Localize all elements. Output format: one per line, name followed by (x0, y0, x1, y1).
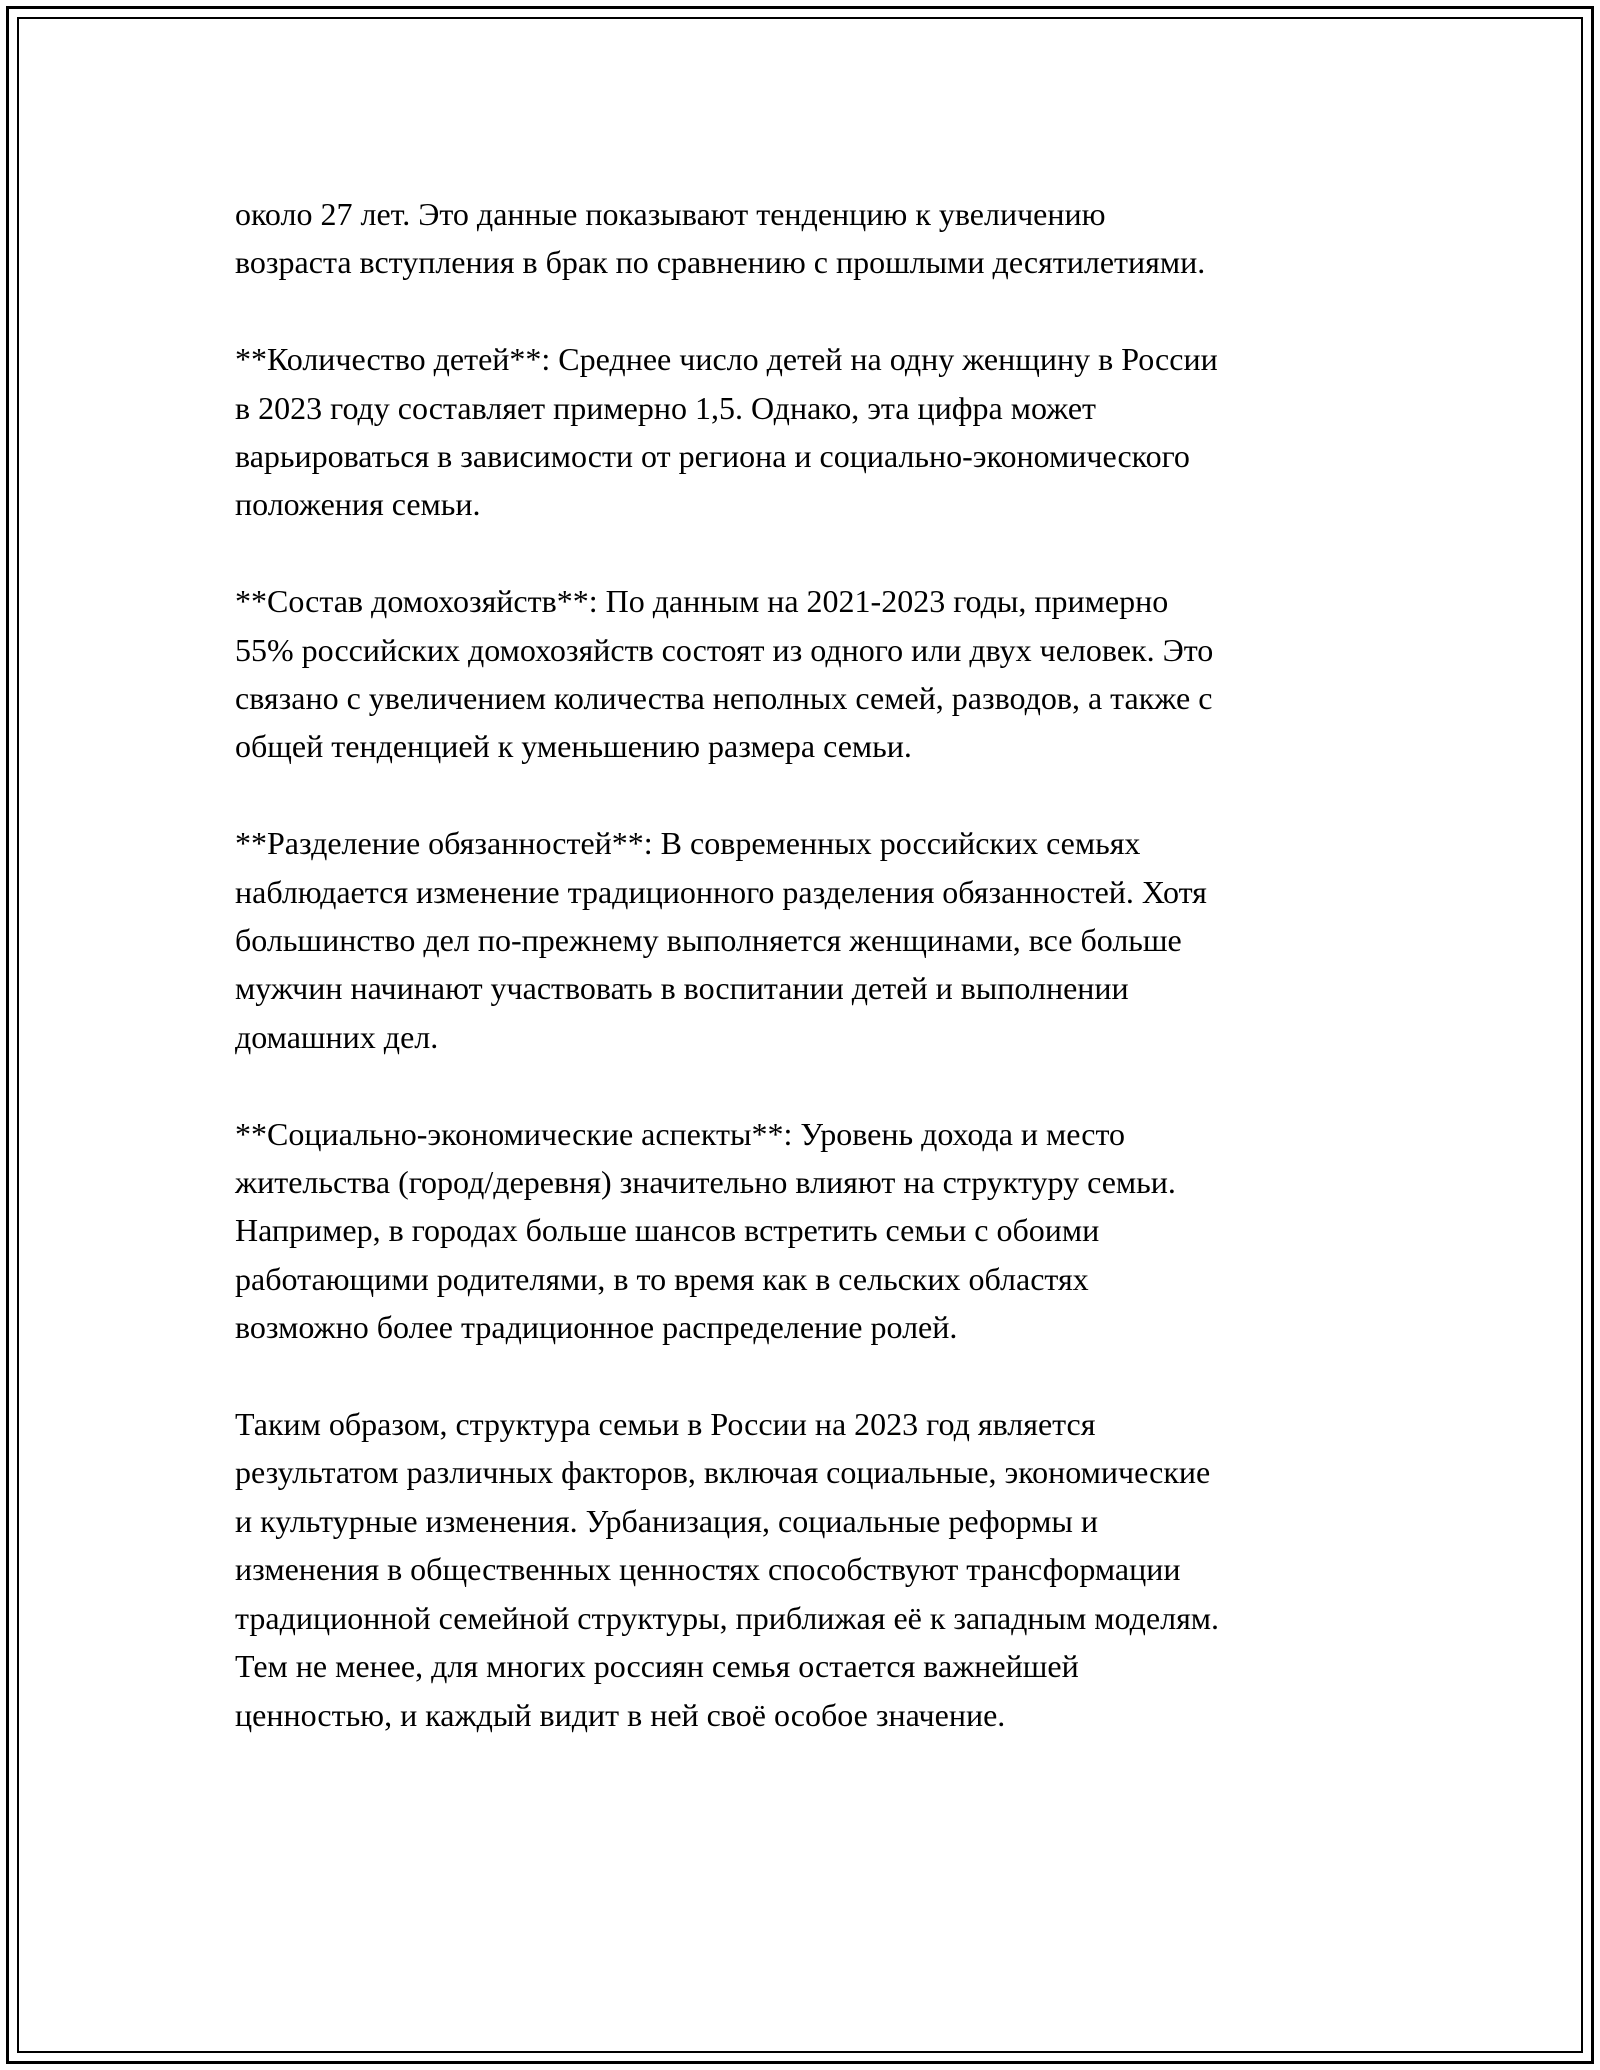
paragraph-marriage-age: около 27 лет. Это данные показывают тенденцию к увеличению возраста вступления в брак по сравнению с прошлыми десятилетиями. (235, 196, 1206, 281)
paragraph-conclusion: Таким образом, структура семьи в России на 2023 год является результатом различных факторов, включая социальные, экономические и культурные изменения. Урбанизация, социальные реформы и изменения в общественных ценностях способствуют трансформации традиционной семейной структуры, приближая её к западным моделям. Тем не менее, для многих россиян семья остается важнейшей ценностью, и каждый видит в ней своё особое значение. (235, 1406, 1220, 1733)
paragraph-socioeconomic-aspects: **Социально-экономические аспекты**: Уровень дохода и место жительства (город/деревня) значительно влияют на структуру семьи. Например, в городах больше шансов встретить семьи с обоими работающими родителями, в то время как в сельских областях возможно более традиционное распределение ролей. (235, 1115, 1176, 1346)
paragraph-division-of-duties: **Разделение обязанностей**: В современных российских семьях наблюдается изменение традиционного разделения обязанностей. Хотя большинство дел по-прежнему выполняется женщинами, все больше мужчин начинают участвовать в воспитании детей и выполнении домашних дел. (235, 825, 1207, 1055)
paragraph-number-of-children: **Количество детей**: Среднее число детей на одну женщину в России в 2023 году составляет примерно 1,5. Однако, эта цифра может варьироваться в зависимости от региона и социально-экономического положения семьи. (235, 341, 1218, 523)
document-body (235, 190, 1385, 1739)
paragraph-household-composition: **Состав домохозяйств**: По данным на 2021-2023 годы, примерно 55% российских домохозяйств состоят из одного или двух человек. Это связано с увеличением количества неполных семей, разводов, а также с общей тенденцией к уменьшению размера семьи. (235, 583, 1214, 765)
